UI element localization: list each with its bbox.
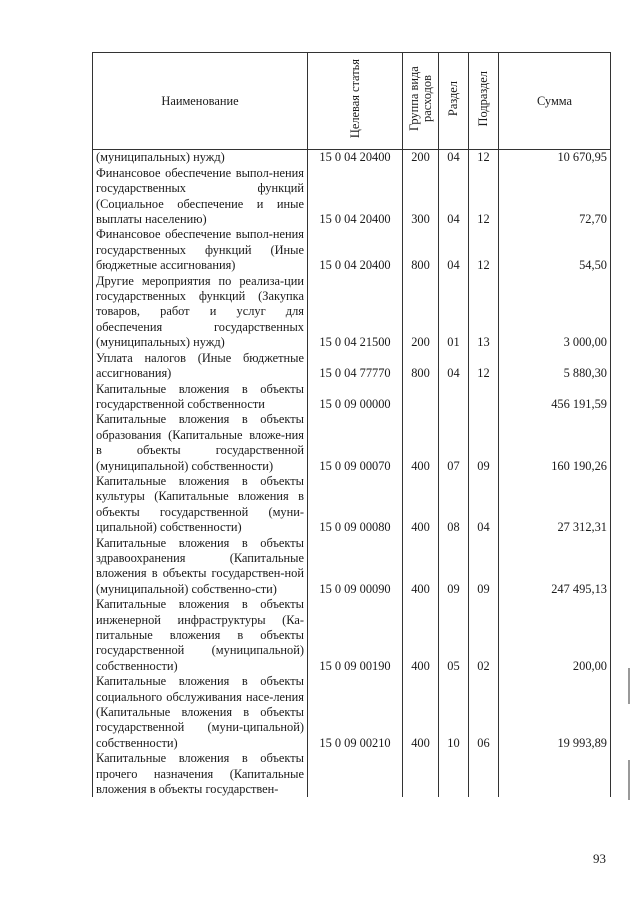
- table-row: [93, 351, 611, 382]
- row-target: 15 0 09 00070: [308, 412, 403, 474]
- row-target: 15 0 04 20400: [308, 227, 403, 273]
- row-section: 04: [439, 227, 469, 273]
- row-sum: 27 312,31: [499, 474, 611, 536]
- row-subsection: 13: [469, 274, 499, 351]
- row-subsection: 12: [469, 166, 499, 228]
- row-subsection: 04: [469, 474, 499, 536]
- row-section: [439, 751, 469, 797]
- row-subsection: 02: [469, 597, 499, 674]
- row-target: 15 0 04 77770: [308, 351, 403, 382]
- table-row: [93, 150, 611, 166]
- row-group: 400: [403, 674, 439, 751]
- budget-table: [92, 52, 611, 797]
- row-group: 400: [403, 536, 439, 598]
- row-sum: 200,00: [499, 597, 611, 674]
- table-row: [93, 382, 611, 413]
- row-target: 15 0 09 00080: [308, 474, 403, 536]
- table-row: [93, 474, 611, 536]
- table-row: [93, 227, 611, 273]
- row-name: Капитальные вложения в объекты социального обслуживания насе-ления (Капитальные вложения в объекты государственной (муни-ципальной) собственности): [93, 674, 308, 751]
- row-section: 04: [439, 351, 469, 382]
- row-group: 400: [403, 597, 439, 674]
- header-name: Наименование: [93, 53, 308, 150]
- row-name: Капитальные вложения в объекты инженерной инфраструктуры (Ка-питальные вложения в объекты государственной (муниципальной) собственности): [93, 597, 308, 674]
- row-name: Капитальные вложения в объекты образования (Капитальные вложе-ния в объекты государственной (муниципальной) собственности): [93, 412, 308, 474]
- table-row: [93, 166, 611, 228]
- row-group: [403, 382, 439, 413]
- row-name: Финансовое обеспечение выпол-нения государственных функций (Социальное обеспечение и иные выплаты населению): [93, 166, 308, 228]
- row-group: 400: [403, 474, 439, 536]
- table-row: [93, 412, 611, 474]
- row-sum: 5 880,30: [499, 351, 611, 382]
- row-subsection: 09: [469, 536, 499, 598]
- scan-margin-mark: [628, 668, 630, 704]
- row-sum: 3 000,00: [499, 274, 611, 351]
- row-name: Капитальные вложения в объекты прочего назначения (Капитальные вложения в объекты государствен-: [93, 751, 308, 797]
- row-group: 800: [403, 227, 439, 273]
- row-name: Капитальные вложения в объекты здравоохранения (Капитальные вложения в объекты государствен-ной (муниципальной) собственно-сти): [93, 536, 308, 598]
- header-subsection: Подраздел: [469, 53, 499, 150]
- row-section: 04: [439, 150, 469, 166]
- row-section: [439, 382, 469, 413]
- row-group: 300: [403, 166, 439, 228]
- header-target: Целевая статья: [308, 53, 403, 150]
- row-sum: 456 191,59: [499, 382, 611, 413]
- table-row: [93, 751, 611, 797]
- row-group: 400: [403, 412, 439, 474]
- row-group: 200: [403, 150, 439, 166]
- row-section: 01: [439, 274, 469, 351]
- table-row: [93, 674, 611, 751]
- row-name: Капитальные вложения в объекты культуры (Капитальные вложения в объекты государственной (муни-ципальной) собственности): [93, 474, 308, 536]
- row-sum: 19 993,89: [499, 674, 611, 751]
- row-name: Капитальные вложения в объекты государственной собственности: [93, 382, 308, 413]
- row-name: Уплата налогов (Иные бюджетные ассигнования): [93, 351, 308, 382]
- header-sum: Сумма: [499, 53, 611, 150]
- row-sum: 160 190,26: [499, 412, 611, 474]
- row-subsection: 12: [469, 150, 499, 166]
- row-sum: [499, 751, 611, 797]
- row-group: 800: [403, 351, 439, 382]
- row-target: 15 0 09 00190: [308, 597, 403, 674]
- row-sum: 54,50: [499, 227, 611, 273]
- row-target: 15 0 09 00090: [308, 536, 403, 598]
- row-name: (муниципальных) нужд): [93, 150, 308, 166]
- row-subsection: 12: [469, 351, 499, 382]
- row-section: 07: [439, 412, 469, 474]
- row-section: 10: [439, 674, 469, 751]
- row-subsection: 12: [469, 227, 499, 273]
- scan-margin-mark: [628, 760, 630, 800]
- row-target: [308, 751, 403, 797]
- row-group: [403, 751, 439, 797]
- row-section: 05: [439, 597, 469, 674]
- row-target: 15 0 09 00000: [308, 382, 403, 413]
- row-sum: 247 495,13: [499, 536, 611, 598]
- header-section: Раздел: [439, 53, 469, 150]
- row-group: 200: [403, 274, 439, 351]
- row-sum: 72,70: [499, 166, 611, 228]
- row-target: 15 0 04 20400: [308, 150, 403, 166]
- page-number: 93: [593, 851, 606, 866]
- table-row: [93, 536, 611, 598]
- row-section: 04: [439, 166, 469, 228]
- row-target: 15 0 04 21500: [308, 274, 403, 351]
- row-section: 08: [439, 474, 469, 536]
- row-subsection: 06: [469, 674, 499, 751]
- row-subsection: [469, 751, 499, 797]
- row-target: 15 0 04 20400: [308, 166, 403, 228]
- row-name: Финансовое обеспечение выпол-нения государственных функций (Иные бюджетные ассигнования): [93, 227, 308, 273]
- row-subsection: [469, 382, 499, 413]
- row-subsection: 09: [469, 412, 499, 474]
- table-row: [93, 597, 611, 674]
- row-section: 09: [439, 536, 469, 598]
- header-expense-group: Группа вида расходов: [403, 53, 439, 150]
- table-header-row: [93, 53, 611, 150]
- row-target: 15 0 09 00210: [308, 674, 403, 751]
- table-row: [93, 274, 611, 351]
- row-sum: 10 670,95: [499, 150, 611, 166]
- row-name: Другие мероприятия по реализа-ции государственных функций (Закупка товаров, работ и услуг для обеспечения государственных (муниципальных) нужд): [93, 274, 308, 351]
